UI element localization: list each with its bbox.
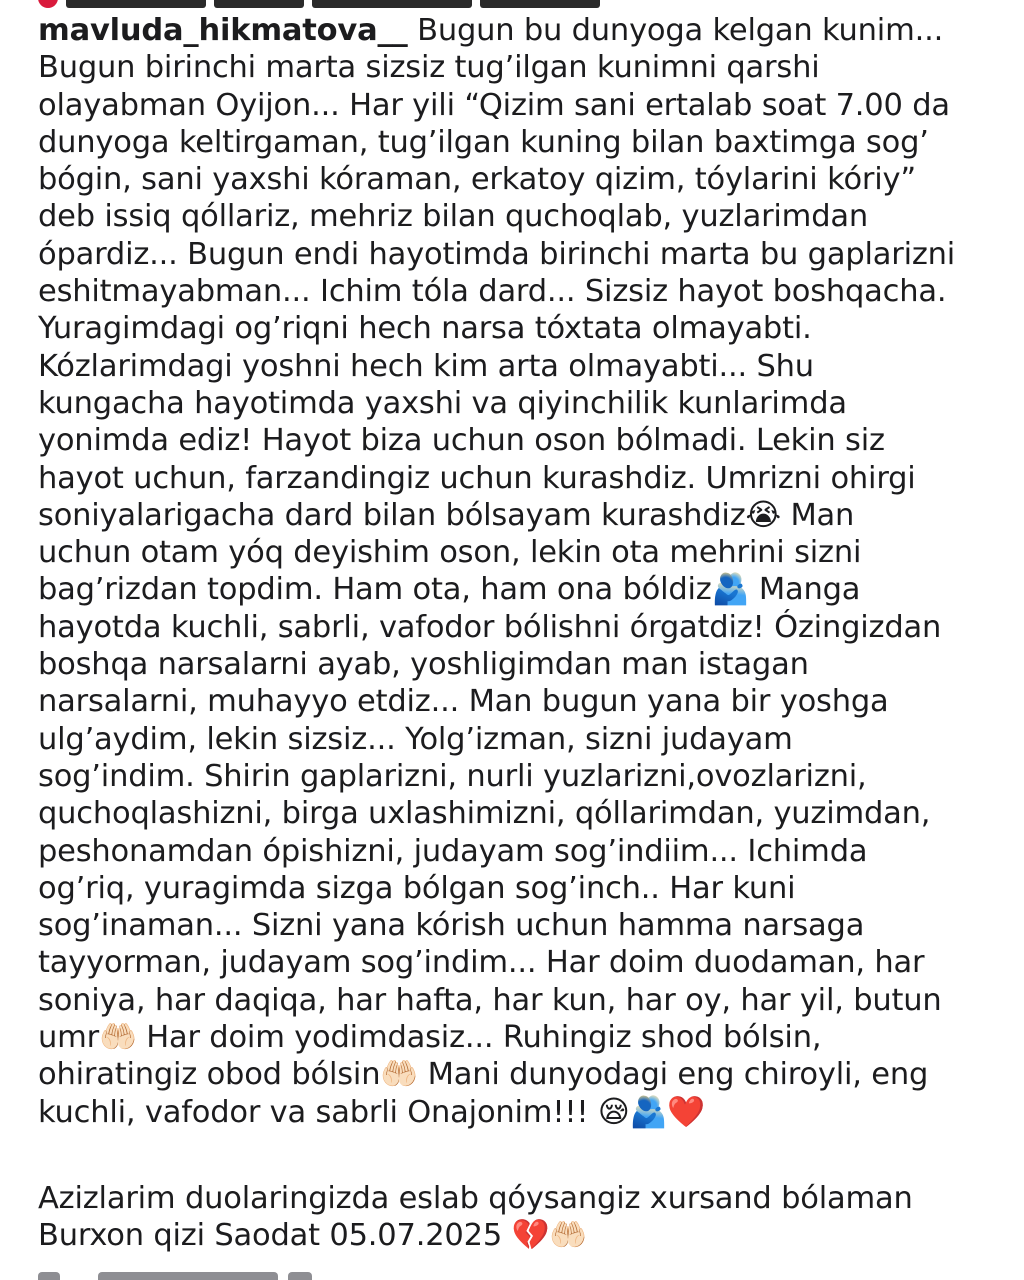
caption-line: uchun otam yóq deyishim oson, lekin ota mehrini sizni <box>38 535 862 571</box>
cropped-text-fragment <box>66 0 686 8</box>
caption-line: deb issiq qóllariz, mehriz bilan quchoqlab, yuzlarimdan <box>38 199 868 235</box>
caption-line: bag’rizdan topdim. Ham ota, ham ona bóldiz🫂 Manga <box>38 572 861 608</box>
caption-line: tayyorman, judayam sog’indim... Har doim duodaman, har <box>38 945 925 981</box>
cropped-next-line <box>38 1272 438 1280</box>
caption-line: boshqa narsalarni ayab, yoshligimdan man istagan <box>38 647 809 683</box>
caption-line: umr🤲🏻 Har doim yodimdasiz... Ruhingiz shod bólsin, <box>38 1020 822 1056</box>
story-ring-icon <box>38 0 58 8</box>
caption-line: dunyoga keltirgaman, tug’ilgan kuning bilan baxtimga sog’ <box>38 124 929 160</box>
caption-line: Kózlarimdagi yoshni hech kim arta olmayabti... Shu <box>38 348 814 384</box>
caption-line: soniyalarigacha dard bilan bólsayam kurashdiz😭 Man <box>38 497 855 533</box>
caption-line: yonimda ediz! Hayot biza uchun oson bólmadi. Lekin siz <box>38 423 885 459</box>
caption-line: kungacha hayotimda yaxshi va qiyinchilik kunlarimda <box>38 385 847 421</box>
caption-footer <box>38 1180 998 1255</box>
footer-line: Azizlarim duolaringizda eslab qóysangiz xursand bólaman <box>38 1181 913 1216</box>
caption-line: ohiratingiz obod bólsin🤲🏻 Mani dunyodagi eng chiroyli, eng <box>38 1057 929 1093</box>
caption-line: ulg’aydim, lekin sizsiz... Yolg’izman, sizni judayam <box>38 721 793 757</box>
caption-line: quchoqlashizni, birga uxlashimizni, qóllarimdan, yuzimdan, <box>38 796 931 832</box>
caption-line: og’riq, yuragimda sizga bólgan sog’inch.. Har kuni <box>38 870 796 906</box>
caption-line: hayot uchun, farzandingiz uchun kurashdiz. Umrizni ohirgi <box>38 460 916 496</box>
caption-line: sog’inaman... Sizni yana kórish uchun hamma narsaga <box>38 908 865 944</box>
caption-line: eshitmayabman... Ichim tóla dard... Sizsiz hayot boshqacha. <box>38 274 947 310</box>
author-username[interactable]: mavluda_hikmatova__ <box>38 13 408 48</box>
caption-line: Bugun birinchi marta sizsiz tug’ilgan kunimni qarshi <box>38 50 820 86</box>
caption-line: olayabman Oyijon... Har yili “Qizim sani ertalab soat 7.00 da <box>38 87 950 123</box>
caption-line: narsalarni, muhayyo etdiz... Man bugun yana bir yoshga <box>38 684 889 720</box>
caption-line: Yuragimdagi og’riqni hech narsa tóxtata olmayabti. <box>38 311 812 347</box>
caption-line: peshonamdan ópishizni, judayam sog’indiim... Ichimda <box>38 833 868 869</box>
caption-line: kuchli, vafodor va sabrli Onajonim!!! 😪🫂❤️ <box>38 1094 706 1130</box>
cropped-previous-line <box>0 0 1024 8</box>
caption-line: hayotda kuchli, sabrli, vafodor bólishni órgatdiz! Ózingizdan <box>38 609 942 645</box>
footer-line: Burxon qizi Saodat 05.07.2025 💔🤲🏻 <box>38 1218 588 1254</box>
caption-line: ópardiz... Bugun endi hayotimda birinchi marta bu gaplarizni <box>38 236 956 272</box>
caption-line: bógin, sani yaxshi kóraman, erkatoy qizim, tóylarini kóriy” <box>38 162 916 198</box>
caption-line: soniya, har daqiqa, har hafta, har kun, har oy, har yil, butun <box>38 982 942 1018</box>
post-caption <box>38 12 998 1131</box>
caption-line: sog’indim. Shirin gaplarizni, nurli yuzlarizni,ovozlarizni, <box>38 758 867 794</box>
caption-line: Bugun bu dunyoga kelgan kunim... <box>407 13 944 48</box>
